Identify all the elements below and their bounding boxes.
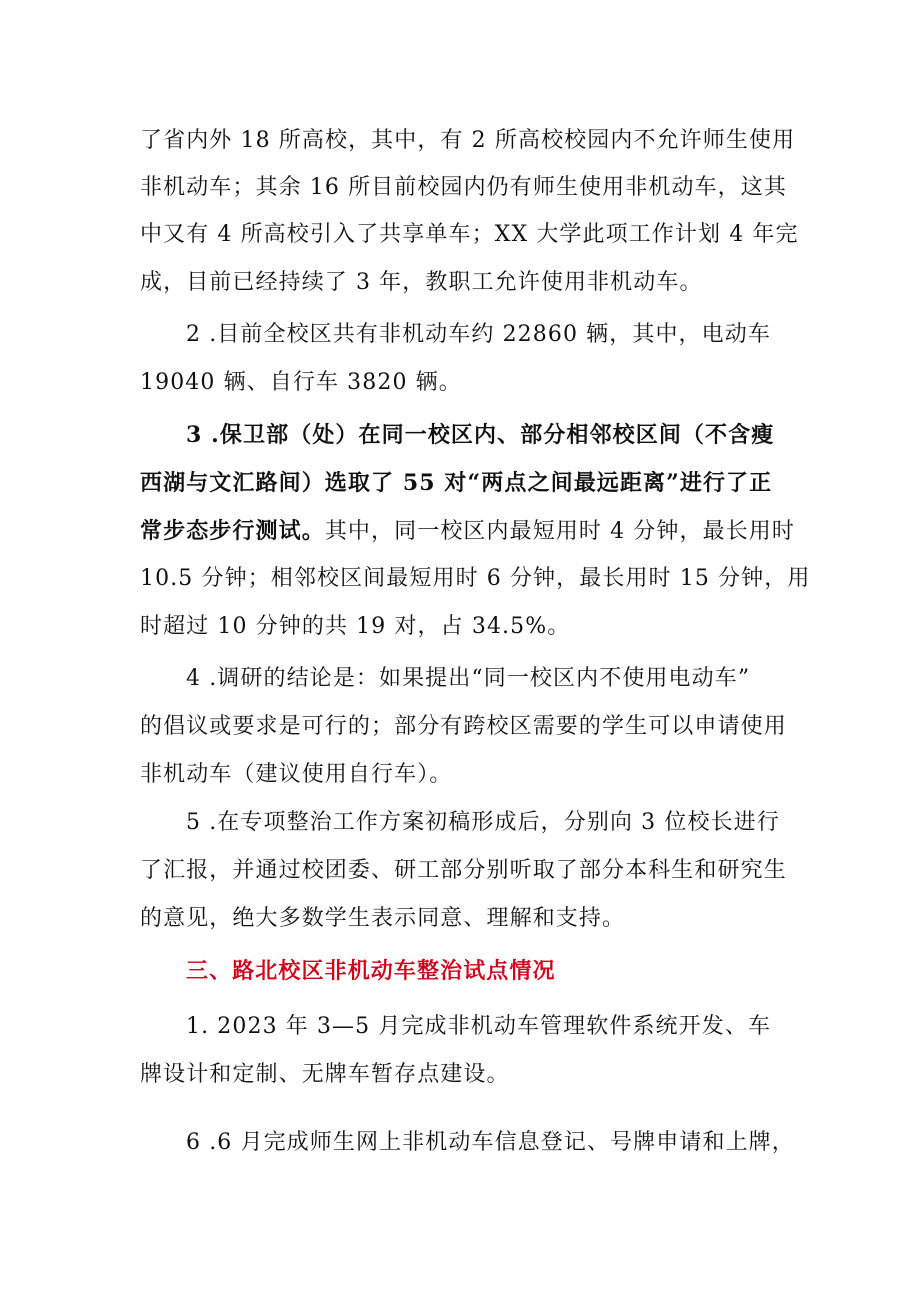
- list-item-3-line: [140, 516, 795, 547]
- list-item-4-line: 4 .调研的结论是：如果提出“同一校区内不使用电动车”: [186, 666, 751, 691]
- list-item-5-line: 了汇报，并通过校团委、研工部分别听取了部分本科生和研究生: [140, 858, 787, 883]
- list-item-2-line: 2 .目前全校区共有非机动车约 22860 辆，其中，电动车: [186, 322, 771, 347]
- paragraph-line: 非机动车；其余 16 所目前校园内仍有师生使用非机动车，这其: [140, 175, 787, 200]
- paragraph-line: 成，目前已经持续了 3 年，教职工允许使用非机动车。: [140, 270, 703, 295]
- list-item-2-line: 19040 辆、自行车 3820 辆。: [140, 370, 462, 395]
- list-item-4-line: 非机动车（建议使用自行车）。: [140, 762, 453, 787]
- list-item-5-line: 的意见，绝大多数学生表示同意、理解和支持。: [140, 906, 626, 931]
- paragraph-line: 中又有 4 所高校引入了共享单车；XX 大学此项工作计划 4 年完: [140, 222, 799, 247]
- list-item-3-line: 西湖与文汇路间）选取了 55 对“两点之间最远距离”进行了正: [140, 470, 773, 496]
- paragraph-line: 了省内外 18 所高校，其中，有 2 所高校校园内不允许师生使用: [140, 128, 796, 153]
- section-heading: 三、路北校区非机动车整治试点情况: [186, 958, 556, 984]
- section-item-1-line: 1. 2023 年 3—5 月完成非机动车管理软件系统开发、车: [186, 1014, 772, 1039]
- list-item-3-line: 10.5 分钟；相邻校区间最短用时 6 分钟，最长用时 15 分钟，用: [140, 566, 811, 591]
- bold-phrase: 常步态步行测试。: [140, 518, 325, 544]
- list-item-4-line: 的倡议或要求是可行的；部分有跨校区需要的学生可以申请使用: [140, 714, 787, 739]
- list-item-5-line: 5 .在专项整治工作方案初稿形成后，分别向 3 位校长进行: [186, 810, 780, 835]
- section-item-1-line: 牌设计和定制、无牌车暂存点建设。: [140, 1062, 510, 1087]
- list-item-3-line: 3 .保卫部（处）在同一校区内、部分相邻校区间（不含瘦: [186, 422, 775, 448]
- line-text: 其中，同一校区内最短用时 4 分钟，最长用时: [324, 519, 795, 544]
- section-item-6-line: 6 .6 月完成师生网上非机动车信息登记、号牌申请和上牌，: [186, 1130, 795, 1155]
- list-item-3-line: 时超过 10 分钟的共 19 对，占 34.5%。: [140, 614, 571, 639]
